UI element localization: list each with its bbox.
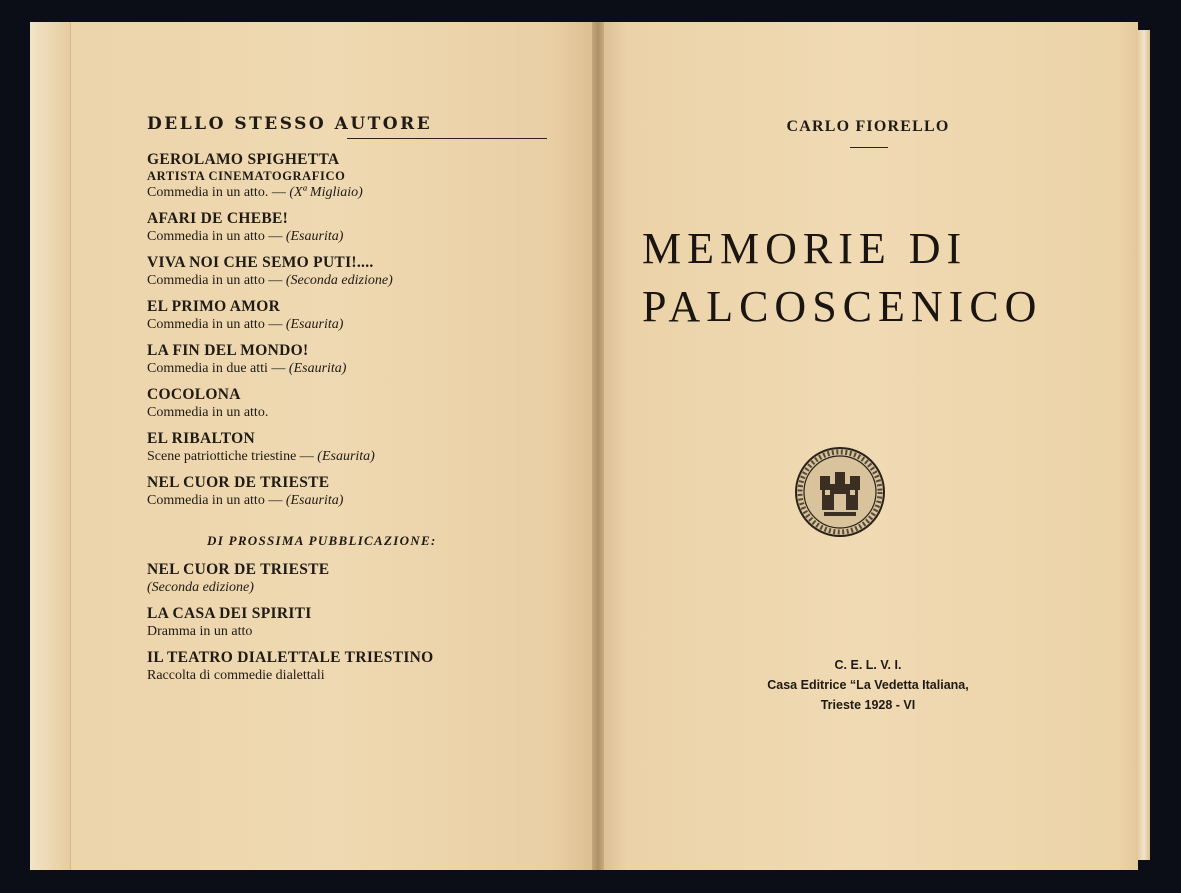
work-entry bbox=[147, 474, 577, 509]
book-title bbox=[642, 220, 1082, 336]
title-line-2: PALCOSCENICO bbox=[642, 282, 1043, 331]
publisher-seal-icon bbox=[794, 446, 886, 538]
work-description: Commedia in un atto. — (Xª Migliaio) bbox=[147, 185, 363, 200]
work-title: LA CASA DEI SPIRITI bbox=[147, 605, 312, 622]
work-description: Commedia in un atto. bbox=[147, 405, 269, 420]
open-book bbox=[30, 22, 1150, 870]
work-title: EL PRIMO AMOR bbox=[147, 298, 281, 315]
work-note: (Xª Migliaio) bbox=[289, 185, 363, 200]
work-description: (Seconda edizione) bbox=[147, 580, 254, 595]
forthcoming-heading: DI PROSSIMA PUBBLICAZIONE: bbox=[207, 533, 437, 548]
work-entry bbox=[147, 342, 577, 377]
publisher-imprint bbox=[598, 655, 1138, 715]
work-description: Commedia in un atto — (Esaurita) bbox=[147, 229, 344, 244]
left-page bbox=[30, 22, 598, 870]
work-title: NEL CUOR DE TRIESTE bbox=[147, 561, 330, 578]
work-title: AFARI DE CHEBE! bbox=[147, 210, 289, 227]
work-note: (Seconda edizione) bbox=[285, 273, 393, 288]
publisher-place-date: Trieste 1928 - VI bbox=[820, 698, 916, 712]
work-entry bbox=[147, 254, 577, 289]
forthcoming-list bbox=[147, 561, 577, 684]
forthcoming-entry bbox=[147, 605, 577, 640]
work-title: NEL CUOR DE TRIESTE bbox=[147, 474, 330, 491]
work-description: Scene patriottiche triestine — (Esaurita) bbox=[147, 449, 375, 464]
work-entry bbox=[147, 430, 577, 465]
forthcoming-entry bbox=[147, 649, 577, 684]
work-note: (Esaurita) bbox=[285, 317, 344, 332]
publisher-name: Casa Editrice “La Vedetta Italiana, bbox=[767, 678, 969, 692]
publisher-acronym: C. E. L. V. I. bbox=[834, 658, 902, 672]
work-entry bbox=[147, 210, 577, 245]
work-title: IL TEATRO DIALETTALE TRIESTINO bbox=[147, 649, 434, 666]
work-description: Commedia in due atti — (Esaurita) bbox=[147, 361, 347, 376]
work-description: Commedia in un atto — (Esaurita) bbox=[147, 317, 344, 332]
work-entry bbox=[147, 386, 577, 421]
work-note: (Esaurita) bbox=[285, 229, 344, 244]
work-note: (Esaurita) bbox=[288, 361, 347, 376]
forthcoming-entry bbox=[147, 561, 577, 596]
work-entry bbox=[147, 298, 577, 333]
title-page bbox=[598, 22, 1138, 870]
work-title: LA FIN DEL MONDO! bbox=[147, 342, 309, 359]
work-description: Raccolta di commedie dialettali bbox=[147, 668, 325, 683]
work-title: VIVA NOI CHE SEMO PUTI!.... bbox=[147, 254, 374, 271]
bibliography bbox=[147, 114, 577, 693]
author-rule bbox=[850, 147, 888, 148]
work-note: (Esaurita) bbox=[317, 449, 375, 464]
work-title: COCOLONA bbox=[147, 386, 241, 403]
title-line-1: MEMORIE DI bbox=[642, 224, 968, 273]
work-title: EL RIBALTON bbox=[147, 430, 255, 447]
author-name: CARLO FIORELLO bbox=[786, 118, 950, 135]
work-description: Dramma in un atto bbox=[147, 624, 253, 639]
work-subtitle: ARTISTA CINEMATOGRAFICO bbox=[147, 169, 346, 183]
work-title: GEROLAMO SPIGHETTA bbox=[147, 151, 340, 168]
work-entry bbox=[147, 151, 577, 201]
bibliography-heading: DELLO STESSO AUTORE bbox=[147, 114, 433, 134]
heading-rule bbox=[347, 138, 547, 139]
work-description: Commedia in un atto — (Esaurita) bbox=[147, 493, 344, 508]
work-description: Commedia in un atto — (Seconda edizione) bbox=[147, 273, 393, 288]
work-note: (Esaurita) bbox=[285, 493, 344, 508]
book-gutter bbox=[592, 22, 604, 870]
